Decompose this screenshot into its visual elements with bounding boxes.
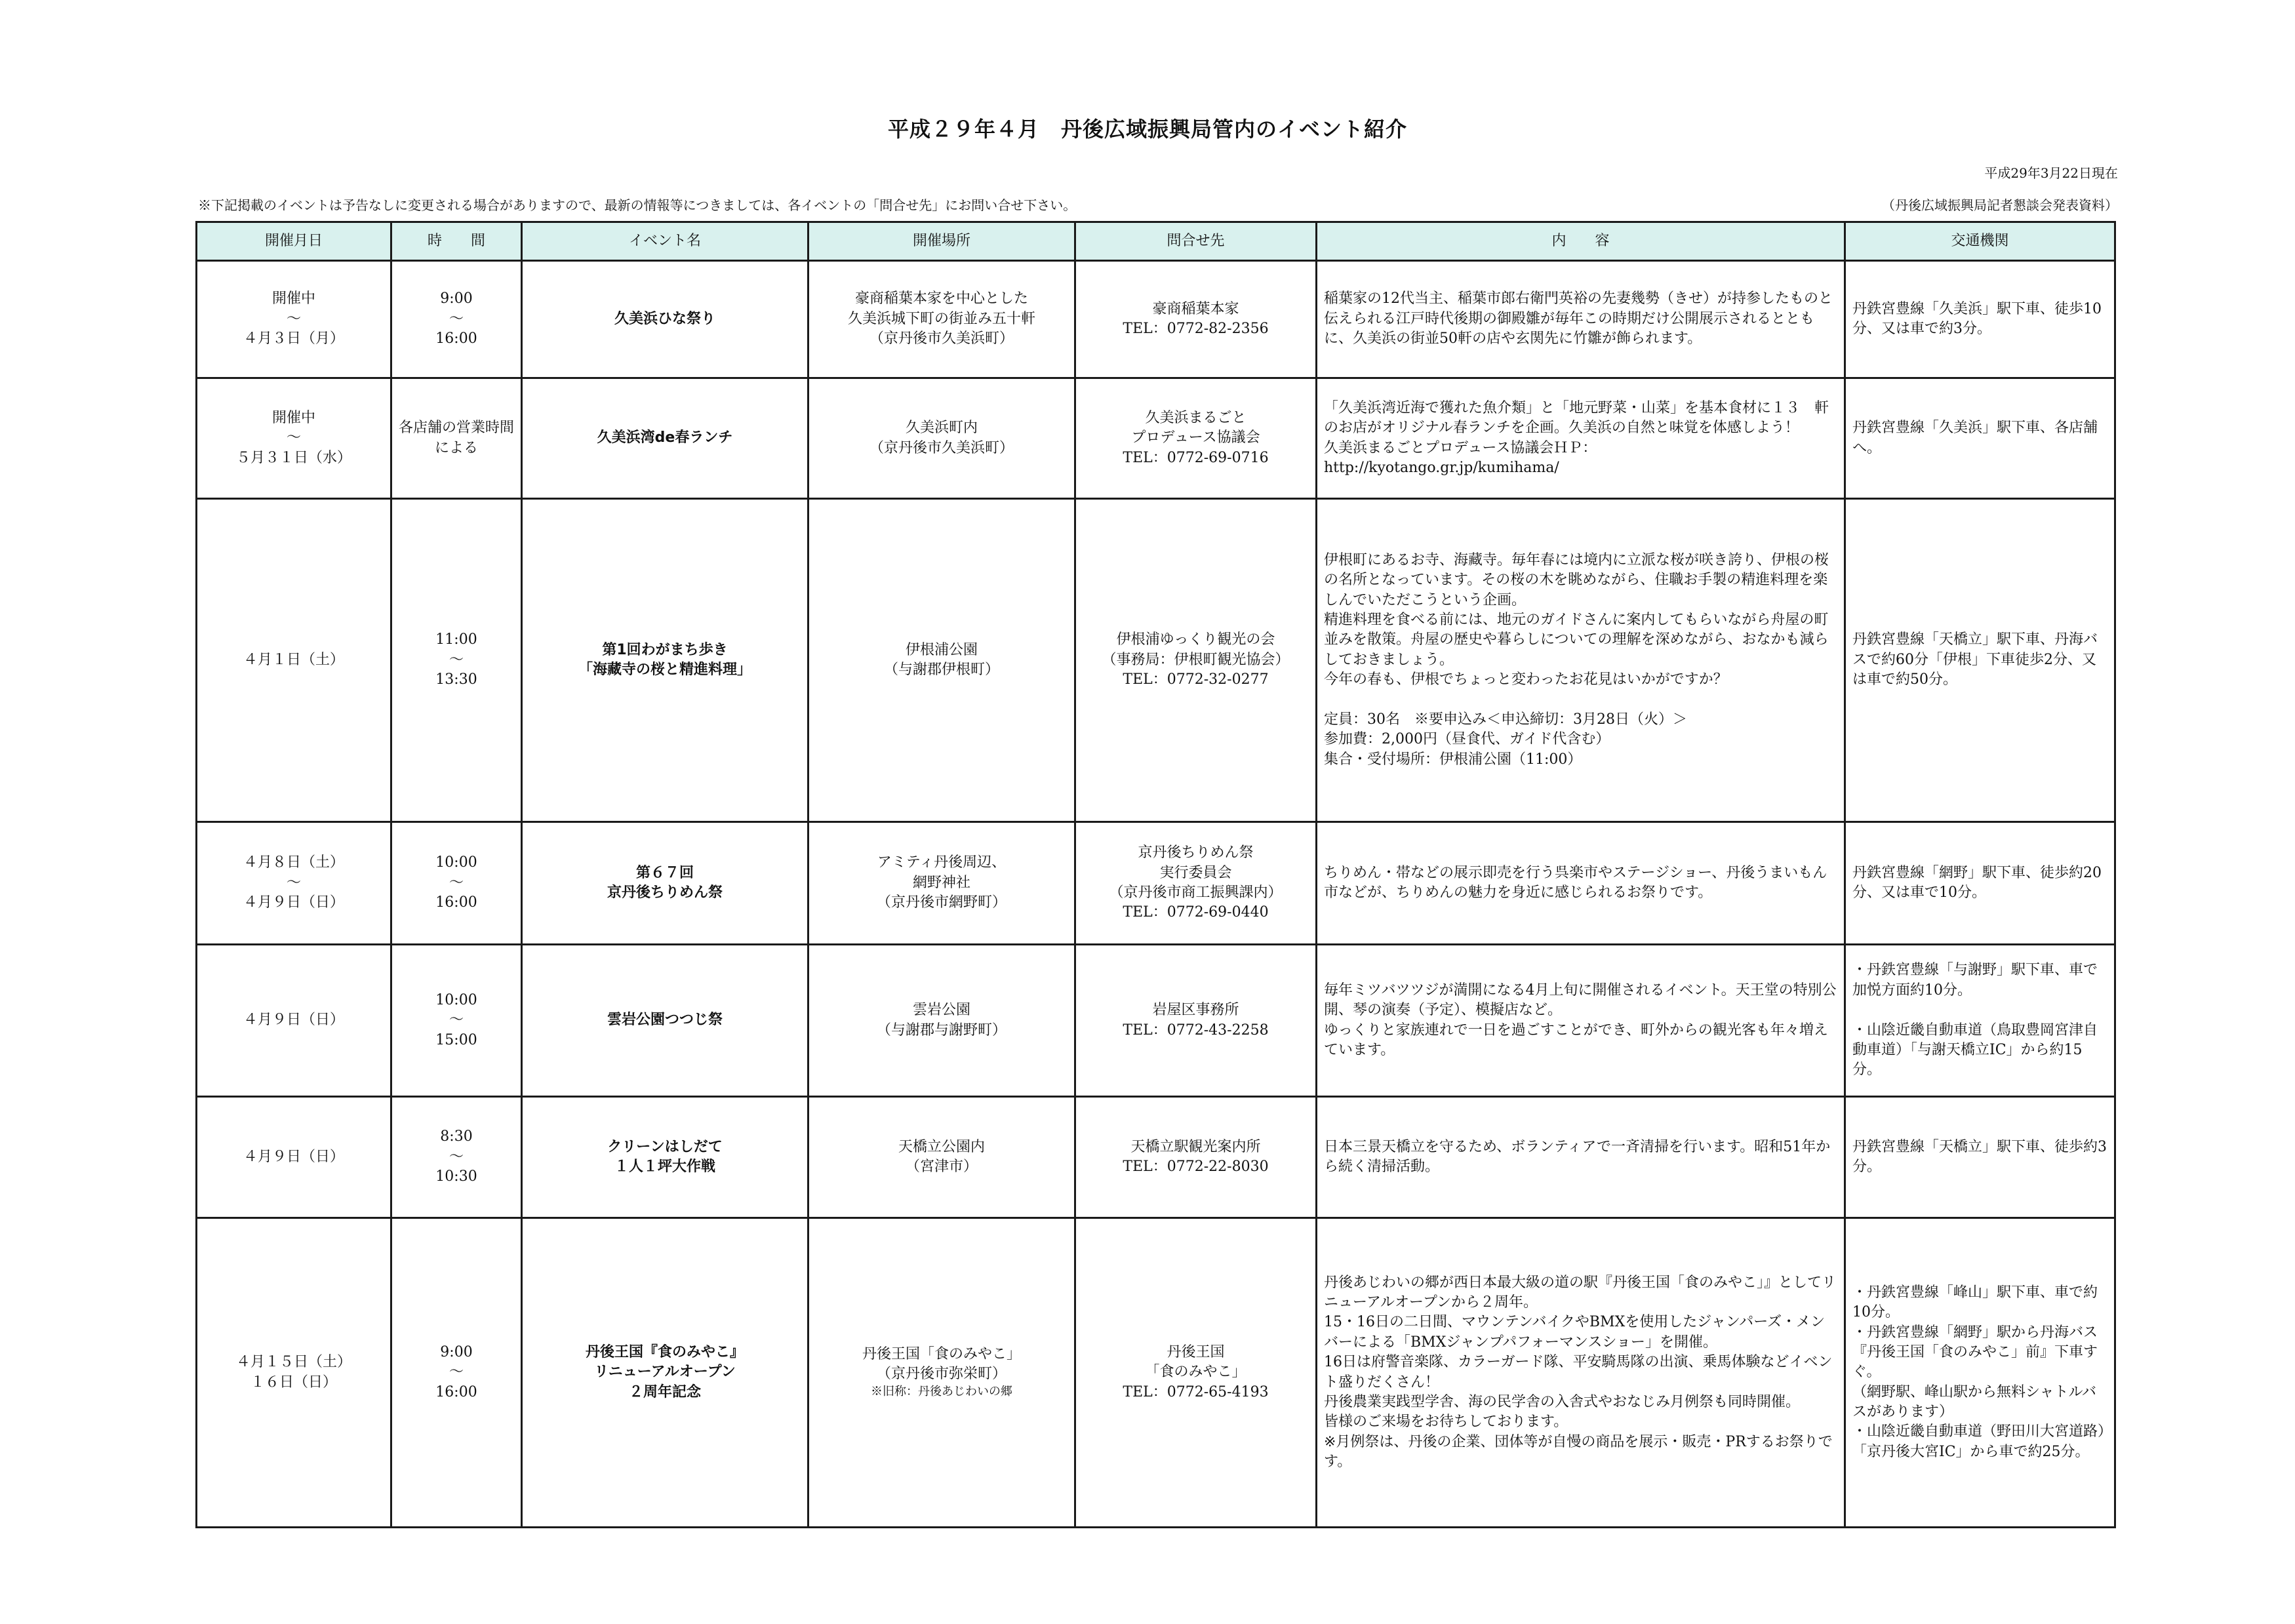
event-venue: 久美浜町内 （京丹後市久美浜町）	[869, 420, 1014, 456]
source-note: （丹後広域振興局記者懇談会発表資料）	[1882, 197, 2118, 213]
event-date: 開催中 ～ ５月３１日（水）	[197, 378, 391, 499]
event-access: 丹鉄宮豊線「久美浜」駅下車、徒歩10分、又は車で約3分。	[1845, 261, 2115, 378]
event-date: 開催中 ～ ４月３日（月）	[197, 261, 391, 378]
event-date: ４月１日（土）	[197, 499, 391, 822]
event-time: 9:00 ～ 16:00	[391, 1218, 522, 1528]
table-row	[197, 378, 2115, 499]
event-date: ４月９日（日）	[197, 945, 391, 1097]
as-of-date: 平成29年3月22日現在	[1984, 165, 2118, 181]
header-contact: 問合せ先	[1075, 222, 1317, 261]
disclaimer-note: ※下記掲載のイベントは予告なしに変更される場合がありますので、最新の情報等につきましては、各イベントの「問合せ先」にお問い合せ下さい。	[198, 197, 1077, 213]
table-row	[197, 1097, 2115, 1218]
table-header-row	[197, 222, 2115, 261]
event-venue-cell	[808, 1218, 1075, 1528]
header-access: 交通機関	[1845, 222, 2115, 261]
event-content: 毎年ミツバツツジが満開になる4月上旬に開催されるイベント。天王堂の特別公開、琴の演奏（予定）、模擬店など。 ゆっくりと家族連れで一日を過ごすことができ、町外からの観光客も年々増えています。	[1317, 945, 1845, 1097]
event-content: 日本三景天橋立を守るため、ボランティアで一斉清掃を行います。昭和51年から続く清掃活動。	[1317, 1097, 1845, 1218]
event-contact: 丹後王国 「食のみやこ」 TEL：0772-65-4193	[1075, 1218, 1317, 1528]
event-content: 「久美浜湾近海で獲れた魚介類」と「地元野菜・山菜」を基本食材に１３ 軒のお店がオリジナル春ランチを企画。久美浜の自然と味覚を体感しよう！ 久美浜まるごとプロデュース協議会ＨＰ： http://kyotango.gr.jp/kumihama/	[1317, 378, 1845, 499]
header-venue: 開催場所	[808, 222, 1075, 261]
table-row	[197, 1218, 2115, 1528]
event-venue: 伊根浦公園 （与謝郡伊根町）	[883, 641, 999, 678]
event-venue: 天橋立公園内 （宮津市）	[898, 1138, 985, 1175]
event-venue: 豪商稲葉本家を中心とした 久美浜城下町の街並み五十軒 （京丹後市久美浜町）	[847, 290, 1035, 347]
event-contact: 豪商稲葉本家 TEL：0772-82-2356	[1075, 261, 1317, 378]
event-access: ・丹鉄宮豊線「与謝野」駅下車、車で加悦方面約10分。 ・山陰近畿自動車道（鳥取豊岡宮津自動車道）「与謝天橋立IC」から約15分。	[1845, 945, 2115, 1097]
event-contact: 岩屋区事務所 TEL：0772-43-2258	[1075, 945, 1317, 1097]
event-date: ４月１５日（土） １６日（日）	[197, 1218, 391, 1528]
event-access: 丹鉄宮豊線「久美浜」駅下車、各店舗へ。	[1845, 378, 2115, 499]
table-row	[197, 945, 2115, 1097]
event-access: 丹鉄宮豊線「網野」駅下車、徒歩約20分、又は車で10分。	[1845, 822, 2115, 945]
event-date: ４月９日（日）	[197, 1097, 391, 1218]
event-contact: 天橋立駅観光案内所 TEL：0772-22-8030	[1075, 1097, 1317, 1218]
event-venue-cell	[808, 378, 1075, 499]
table-row	[197, 261, 2115, 378]
header-date: 開催月日	[197, 222, 391, 261]
event-name: 久美浜ひな祭り	[522, 261, 808, 378]
event-name: 第６７回 京丹後ちりめん祭	[522, 822, 808, 945]
event-venue: アミティ丹後周辺、 網野神社 （京丹後市網野町）	[876, 854, 1007, 911]
header-time: 時 間	[391, 222, 522, 261]
event-time: 9:00 ～ 16:00	[391, 261, 522, 378]
header-content: 内 容	[1317, 222, 1845, 261]
event-access: 丹鉄宮豊線「天橋立」駅下車、徒歩約3分。	[1845, 1097, 2115, 1218]
event-time: 10:00 ～ 15:00	[391, 945, 522, 1097]
event-venue-cell	[808, 822, 1075, 945]
event-content: 伊根町にあるお寺、海藏寺。毎年春には境内に立派な桜が咲き誇り、伊根の桜の名所となっています。その桜の木を眺めながら、住職お手製の精進料理を楽しんでいただこうという企画。 精進料理を食べる前には、地元のガイドさんに案内してもらいながら舟屋の町並みを散策。舟屋の歴史や暮らしについての理解を深めながら、おなかも減らしておきましょう。 今年の春も、伊根でちょっと変わったお花見はいかがですか？ 定員：30名 ※要申込み＜申込締切：3月28日（火）＞ 参加費：2,000円（昼食代、ガイド代含む） 集合・受付場所：伊根浦公園（11:00）	[1317, 499, 1845, 822]
event-venue-cell	[808, 1097, 1075, 1218]
event-venue-cell	[808, 261, 1075, 378]
event-contact: 久美浜まるごと プロデュース協議会 TEL：0772-69-0716	[1075, 378, 1317, 499]
event-time: 10:00 ～ 16:00	[391, 822, 522, 945]
event-venue: 雲岩公園 （与謝郡与謝野町）	[876, 1002, 1007, 1039]
event-date: ４月８日（土） ～ ４月９日（日）	[197, 822, 391, 945]
event-name: 雲岩公園つつじ祭	[522, 945, 808, 1097]
event-time: 11:00 ～ 13:30	[391, 499, 522, 822]
event-time: 各店舗の営業時間による	[391, 378, 522, 499]
event-content: 稲葉家の12代当主、稲葉市郎右衛門英裕の先妻幾勢（きせ）が持参したものと伝えられる江戸時代後期の御殿雛が毎年この時期だけ公開展示されるとともに、久美浜の街並50軒の店や玄関先に竹雛が飾られます。	[1317, 261, 1845, 378]
header-event-name: イベント名	[522, 222, 808, 261]
event-access: ・丹鉄宮豊線「峰山」駅下車、車で約10分。 ・丹鉄宮豊線「網野」駅から丹海バス『丹後王国「食のみやこ」前』下車すぐ。 （網野駅、峰山駅から無料シャトルバスがあります） ・山陰近畿自動車道（野田川大宮道路）「京丹後大宮IC」から車で約25分。	[1845, 1218, 2115, 1528]
event-contact: 京丹後ちりめん祭 実行委員会 （京丹後市商工振興課内） TEL：0772-69-0440	[1075, 822, 1317, 945]
event-content: ちりめん・帯などの展示即売を行う呉楽市やステージショー、丹後うまいもん市などが、ちりめんの魅力を身近に感じられるお祭りです。	[1317, 822, 1845, 945]
event-access: 丹鉄宮豊線「天橋立」駅下車、丹海バスで約60分「伊根」下車徒歩2分、又は車で約50分。	[1845, 499, 2115, 822]
event-venue-cell	[808, 499, 1075, 822]
event-time: 8:30 ～ 10:30	[391, 1097, 522, 1218]
event-content: 丹後あじわいの郷が西日本最大級の道の駅『丹後王国「食のみやこ」』としてリニューアルオープンから２周年。 15・16日の二日間、マウンテンバイクやBMXを使用したジャンパーズ・メンバーによる「BMXジャンプパフォーマンスショー」を開催。 16日は府警音楽隊、カラーガード隊、平安騎馬隊の出演、乗馬体験などイベント盛りだくさん！ 丹後農業実践型学舎、海の民学舎の入舎式やおなじみ月例祭も同時開催。 皆様のご来場をお待ちしております。 ※月例祭は、丹後の企業、団体等が自慢の商品を展示・販売・PRするお祭りです。	[1317, 1218, 1845, 1528]
event-contact: 伊根浦ゆっくり観光の会 （事務局：伊根町観光協会） TEL：0772-32-0277	[1075, 499, 1317, 822]
event-venue-note: ※旧称：丹後あじわいの郷	[871, 1385, 1012, 1399]
table-row	[197, 499, 2115, 822]
event-name: 久美浜湾de春ランチ	[522, 378, 808, 499]
event-venue: 丹後王国「食のみやこ」 （京丹後市弥栄町）	[862, 1345, 1021, 1383]
event-name: 第1回わがまち歩き 「海藏寺の桜と精進料理」	[522, 499, 808, 822]
table-row	[197, 822, 2115, 945]
events-table	[195, 221, 2116, 1528]
event-name: クリーンはしだて １人１坪大作戦	[522, 1097, 808, 1218]
event-name: 丹後王国『食のみやこ』 リニューアルオープン ２周年記念	[522, 1218, 808, 1528]
page-title: 平成２９年４月 丹後広域振興局管内のイベント紹介	[887, 117, 1407, 142]
event-venue-cell	[808, 945, 1075, 1097]
